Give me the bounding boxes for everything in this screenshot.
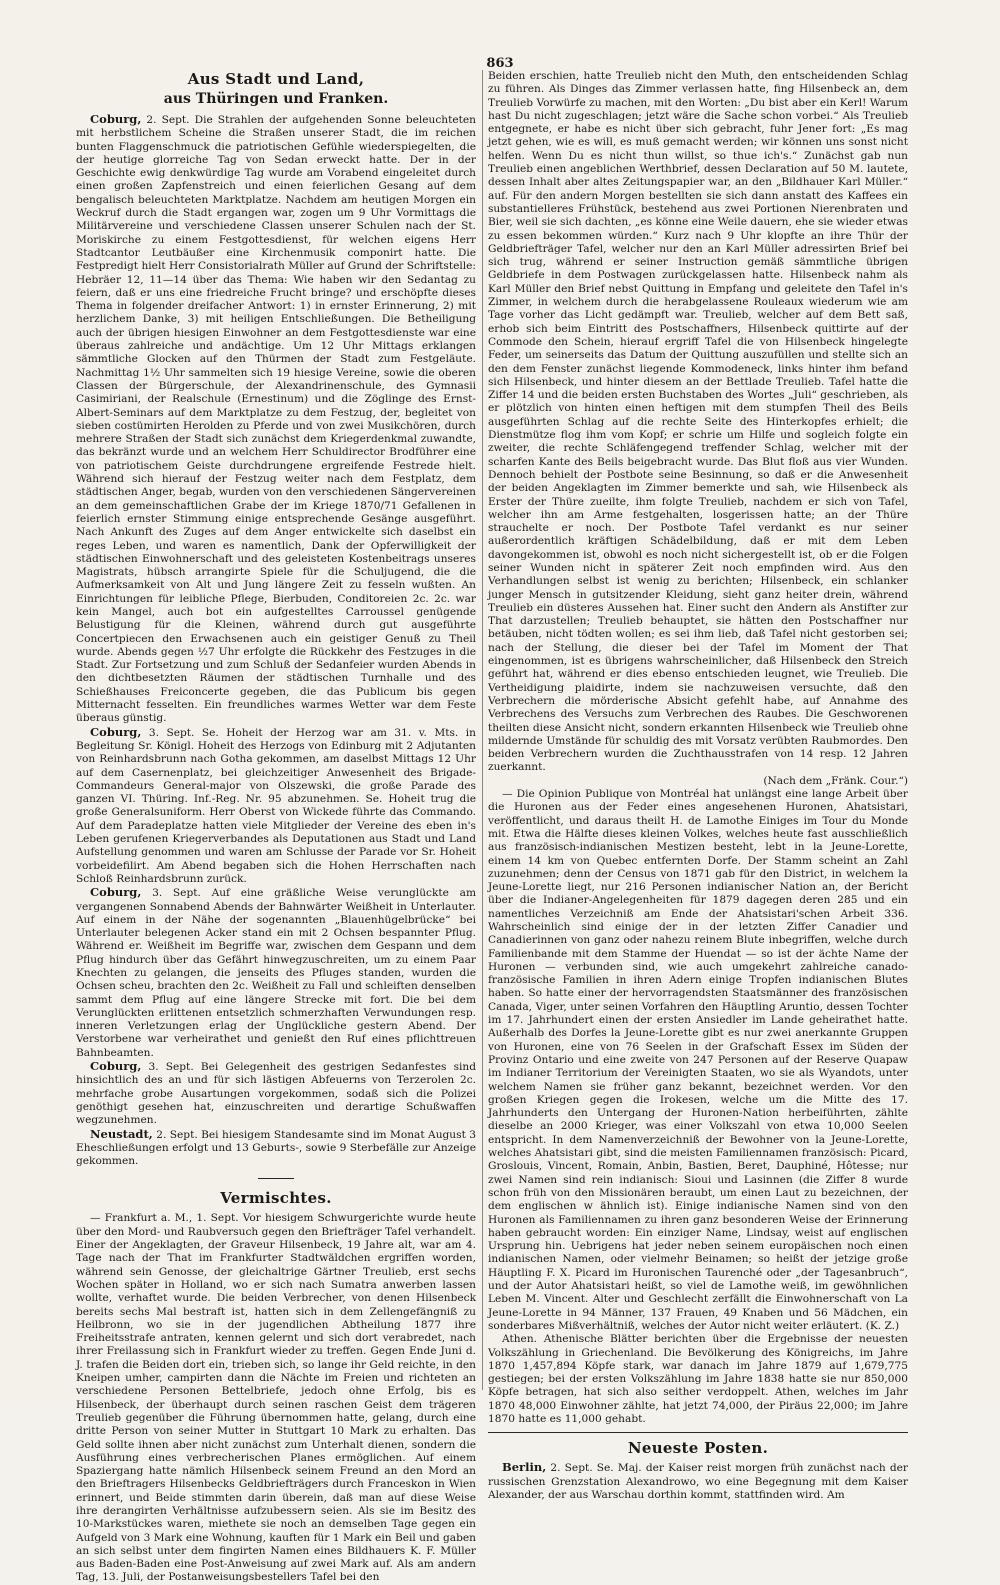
section-divider bbox=[488, 1432, 908, 1433]
article-dateline: Coburg, bbox=[90, 112, 142, 126]
right-column bbox=[488, 70, 908, 1502]
article-coburg-parade bbox=[76, 726, 476, 887]
article-dateline: Coburg, bbox=[90, 1059, 142, 1074]
section-subheading-thueringen-franken: aus Thüringen und Franken. bbox=[163, 91, 389, 107]
article-berlin-kaiser bbox=[488, 1461, 908, 1502]
article-source-credit: (Nach dem „Fränk. Cour.“) bbox=[763, 774, 908, 787]
section-divider bbox=[258, 1178, 294, 1179]
article-frankfurt-prozess: — Frankfurt a. M., 1. Sept. Vor hiesigem Schwurgerichte wurde heute über den Mord- und Raubversuch gegen den Briefträger Tafel verhandelt. Einer der Angeklagten, der Graveur Hilsenbeck, 19 Jahre alt, war am 4. Tage nach der That im Frankfurter Stadtwäldchen ergriffen worden, während sein Genosse, der gleichaltrige Gärtner Treulieb, erst sechs Wochen später in Holland, wo er sich nach Sumatra anwerben lassen wollte, verhaftet wurde. Die beiden Verbrecher, von denen Hilsenbeck bereits sechs Mal bestraft ist, hatten sich in dem Zellengefängniß zu Heilbronn, wo sie in der jugendlichen Abtheilung 1877 ihre Freiheitsstrafe antraten, kennen gelernt und sich dort verabredet, nach ihrer Freilassung sich in Frankfurt wieder zu treffen. Gegen Ende Juni d. J. trafen die Beiden dort ein, trieben sich, so lange ihr Geld reichte, in den Kneipen umher, campirten dann die Nächte im Freien und richteten an verschiedene Personen Bettelbriefe, jedoch ohne Erfolg, bis es Hilsenbeck, der überhaupt durch seinen raschen Geist dem trägeren Treulieb gegenüber die Führung übernommen hatte, gelang, durch eine dritte Person von seiner Mutter in Stuttgart 10 Mark zu erhalten. Das Geld sollte ihnen aber nicht zunächst zum Unterhalt dienen, sondern die Ausführung eines verbrecherischen Planes ermöglichen. Auf einem Spaziergang hatte nämlich Hilsenbeck seinem Freund an den Mord an den Brieftragers Hilsenbecks Geldbriefträgers durch Franceskon in Wien erinnert, und Beide stimmten darin überein, daß man auf diese Weise ihre derangirten Verhältnisse aufzubessern seien. Als sie im Besitz des 10-Markstückes waren, miethete sie noch an demselben Tage gegen ein Aufgeld von 3 Mark eine Wohnung, kauften für 1 Mark ein Beil und gaben an sich selbst unter dem fingirten Namen eines Bildhauers K. F. Müller aus Baden-Baden eine Post-Anweisung auf zwei Mark auf. Als am andern Tag, 13. Juli, der Postanweisungsbestellers Tafel bei den bbox=[76, 1212, 476, 1584]
section-heading-stadt-land: Aus Stadt und Land, bbox=[187, 70, 365, 88]
article-dateline: Neustadt, bbox=[90, 1126, 153, 1141]
article-coburg-terzerole bbox=[76, 1060, 476, 1127]
article-coburg-sedanfeier bbox=[76, 113, 476, 726]
article-dateline: Coburg, bbox=[90, 885, 142, 900]
article-neustadt-standesamt bbox=[76, 1128, 476, 1169]
article-huronen: — Die Opinion Publique von Montréal hat unlängst eine lange Arbeit über die Huronen aus der Feder eines angesehenen Huronen, Ahatsistari, veröffentlicht, und daraus theilt H. de Lamothe Einiges im Tour du Monde mit. Etwa die Hälfte dieses kleinen Volkes, welches heute fast ausschließlich aus französisch-indianischen Mestizen besteht, lebt in la Jeune-Lorette, einem 14 km von Quebec entfernten Dorfe. Der Stamm scheint an Zahl zuzunehmen; denn der Census von 1871 gab für den District, in welchem la Jeune-Lorette liegt, nur 216 Personen indianischer Nation an, der Bericht über die Indianer-Angelegenheiten für 1879 dagegen deren 285 und ein namentliches Verzeichniß am Ende der Ahatsistari'schen Arbeit 336. Wahrscheinlich sind einige der in der letzten Ziffer Canadier und Canadierinnen von ganz oder nahezu reinem Blute inbegriffen, welche durch Familienbande mit dem Stamme der Huendat — so ist der ächte Name der Huronen — verbunden sind, wie auch umgekehrt zahlreiche canado-französische Familien in ihren Adern einige Tropfen indianischen Blutes haben. So hatte einer der hervorragendsten Staatsmänner des französischen Canada, Viger, unter seinen Vorfahren den Häuptling Aruntio, dessen Tochter im 17. Jahrhundert einen der ersten Ansiedler im Lande geheirathet hatte. Außerhalb des Dorfes la Jeune-Lorette gibt es nur zwei anerkannte Gruppen von Huronen, eine von 76 Seelen in der Grafschaft Essex im Süden der Provinz Ontario und eine zweite von 247 Personen auf der Reserve Quapaw im Indianer Territorium der Vereinigten Staaten, wo sie als Wyandots, unter welchem Namen sie früher ganz bekannt, bezeichnet werden. Vor den großen Kriegen gegen die Irokesen, welche um die Mitte des 17. Jahrhunderts den Untergang der Huronen-Nation herbeiführten, zählte dieselbe an 2000 Krieger, was einer Volkszahl von etwa 10,000 Seelen entspricht. In dem Namenverzeichniß der Bewohner von la Jeune-Lorette, welches Ahatsistari gibt, sind die meisten Familiennamen französisch: Picard, Groslouis, Vincent, Romain, Anbin, Bastien, Beret, Dauphiné, Hôtesse; nur zwei Namen sind rein indianisch: Sioui und Lasinnen (die Ziffer 8 wurde schon früh von den Missionären beraubt, um einen Laut zu bezeichnen, der dem englischen w ähnlich ist). Einige indianische Namen sind von den Huronen als Familiennamen zu ihren ganz besonderen Weise der Erinnerung haben gebraucht worden: Ein einziger Name, Lindsay, weist auf englischen Ursprung hin. Uebrigens hat jeder neben seinem europäischen noch einen indianischen Namen, oder vielmehr Beinamen; so heißt der jetzige große Häuptling F. X. Picard im Huronischen Taurenché oder „der Tagesanbruch“, und der Autor Ahatsistari heißt, so viel de Lamothe weiß, im gewöhnlichen Leben M. Vincent. Alter und Geschlecht zerfällt die Einwohnerschaft von La Jeune-Lorette in 94 Männer, 137 Frauen, 49 Knaben und 56 Mädchen, ein sonderbares Mißverhältniß, welches der Autor nicht weiter erläutert. (K. Z.) bbox=[488, 788, 908, 1332]
article-frankfurt-prozess-continued: Beiden erschien, hatte Treulieb nicht den Muth, den entscheidenden Schlag zu führen. Als Dinges das Zimmer verlassen hatte, fing Hilsenbeck an, dem Treulieb Vorwürfe zu machen, mit den Worten: „Du bist aber ein Kerl! Warum hast Du nicht zugeschlagen; jetzt wäre die Sache schon vorbei.“ Als Treulieb entgegnete, er habe es nicht über sich gebracht, fuhr Jener fort: „Es mag jetzt gehen, wie es will, es muß gemacht werden; wir können uns sonst nicht helfen. Wenn Du es nicht thun willst, so thue ich's.“ Zunächst gab nun Treulieb einen angeblichen Werthbrief, dessen Declaration auf 50 M. lautete, dessen Inhalt aber altes Zeitungspapier war, an den „Bildhauer Karl Müller.“ auf. Für den andern Morgen bestellten sie sich dann anstatt des Kaffees ein substantielleres Frühstück, bestehend aus zwei Portionen Nierenbraten und Bier, weil sie sich dachten, „es könne eine Weile dauern, ehe sie wieder etwas zu essen bekommen würden.“ Kurz nach 9 Uhr klopfte an ihre Thür der Geldbriefträger Tafel, welcher nur den an Karl Müller adressirten Brief bei sich trug, während er seiner Instruction gemäß sämmtliche übrigen Geldbriefe in dem Postwagen zurückgelassen hatte. Hilsenbeck nahm als Karl Müller den Brief nebst Quittung in Empfang und geleitete den Tafel in's Zimmer, in welchem durch die herabgelassene Rouleaux wiederum wie am Tage vorher das Licht gedämpft war. Treulieb, welcher auf dem Bett saß, erhob sich beim Eintritt des Postschaffners, Hilsenbeck quittirte auf der Commode den Schein, hierauf ergriff Tafel die von Hilsenbeck hingelegte Feder, um seinerseits das Datum der Quittung auszufüllen und stellte sich an den dem Fenster zunächst liegende Kommodeneck, links hinter ihm befand sich Hilsenbeck, und hinter diesem an der Bettlade Treulieb. Tafel hatte die Ziffer 14 und die beiden ersten Buchstaben des Wortes „Juli“ geschrieben, als er plötzlich von hinten einen heftigen mit dem stumpfen Theil des Beils ausgeführten Schlag auf die rechte Seite des Hinterkopfes erhielt; die Dienstmütze flog ihm vom Kopf; er schrie um Hilfe und sogleich folgte ein zweiter, die rechte Schläfengegend treffender Schlag, welcher mit der scharfen Kante des Beils beigebracht wurde. Das Blut floß aus vier Wunden. Dennoch behielt der Postbote seine Besinnung, so daß er die Anwesenheit der beiden Angeklagten im Zimmer bemerkte und sah, wie Hilsenbeck als Erster der Thüre zueilte, ihm folgte Treulieb, nachdem er sich von Tafel, welcher ihn am Arme festgehalten, losgerissen hatte; an der Thüre strauchelte er noch. Der Postbote Tafel verdankt es nur seiner außerordentlich kräftigen Schädelbildung, daß er mit dem Leben davongekommen ist, obwohl es noch nicht sichergestellt ist, ob er die Folgen seiner Wunden nicht in späterer Zeit noch empfinden wird. Aus den Verhandlungen selbst ist wenig zu berichten; Hilsenbeck, ein schlanker junger Mensch in gutsitzender Kleidung, sieht ganz heiter drein, während Treulieb ein düsteres Aussehen hat. Einer sucht den Andern als Anstifter zur That darzustellen; Treulieb behauptet, sie hätten den Postschaffner nur betäuben, nicht tödten wollen; es sei ihm lieb, daß Tafel nicht gestorben sei; nach der Stellung, die dieser bei der Tafel im Moment der That eingenommen, ist es übrigens wahrscheinlicher, daß Hilsenbeck den Streich geführt hat, während er dies ebenso entschieden leugnet, wie Treulieb. Die Vertheidigung plaidirte, indem sie nachzuweisen versuchte, daß den Verbrechern die mörderische Absicht gefehlt habe, auf Annahme des Verbrechens des Versuchs zum Verbrechen des Raubes. Die Geschworenen theilten diese Ansicht nicht, sondern erkannten Hilsenbeck wie Treulieb ohne mildernde Umstände für schuldig des mit Vorsatz verübten Raubmordes. Den beiden Verbrechern wurden die Zuchthausstrafen von 14 resp. 12 Jahren zuerkannt. bbox=[488, 70, 908, 774]
article-text: 3. Sept. Bei Gelegenheit des gestrigen Sedanfestes sind hinsichtlich des an und für sich lästigen Abfeuerns von Terzerolen 2c. mehrfache grobe Ausartungen vorgekommen, sodaß sich die Polizei genöthigt gesehen hat, einzuschreiten und derartige Schußwaffen wegzunehmen. bbox=[76, 1061, 476, 1127]
article-dateline: Berlin, bbox=[502, 1460, 547, 1475]
article-athen-volkszaehlung: Athen. Athenische Blätter berichten über die Ergebnisse der neuesten Volkszählung in Griechenland. Die Bevölkerung des Königreichs, im Jahre 1870 1,457,894 Köpfe stark, war danach im Jahre 1879 auf 1,679,775 gestiegen; bei der ersten Volkszählung im Jahre 1838 hatte sie nur 850,000 Köpfe betragen, hat sich also seither verdoppelt. Athen, welches im Jahr 1870 48,000 Einwohner zählte, hat jetzt 74,000, der Piräus 22,000; im Jahre 1870 hatte es 11,000 gehabt. bbox=[488, 1333, 908, 1425]
section-heading-neueste-posten: Neueste Posten. bbox=[627, 1439, 769, 1458]
left-column bbox=[76, 70, 476, 1585]
column-divider bbox=[482, 70, 483, 1390]
article-text: 3. Sept. Auf eine gräßliche Weise verunglückte am vergangenen Sonnabend Abends der Bahnwärter Weißheit in Unterlauter. Auf einem in der Nähe der sogenannten „Blauenhügelbrücke“ bei Unterlauter belegenen Acker stand ein mit 2 Ochsen bespannter Pflug. Während er. Weißheit im Begriffe war, zwischen dem Gespann und dem Pflug hindurch über das Gefährt hinwegzuschreiten, um zu einem Paar Knechten zu gelangen, die jenseits des Pfluges standen, wurden die Ochsen scheu, brachten den 2c. Weißheit zu Fall und schleiften denselben sammt dem Pflug auf eine längere Strecke mit fort. Die bei dem Verunglückten erlittenen entsetzlich schmerzhaften Verwundungen resp. inneren Verletzungen erlag der Unglückliche gestern Abend. Der Verstorbene war verheirathet und genießt den Ruf eines pflichttreuen Bahnbeamten. bbox=[76, 887, 476, 1059]
article-text: 2. Sept. Die Strahlen der aufgehenden Sonne beleuchteten mit herbstlichem Scheine die Straßen unserer Stadt, die im reichen bunten Flaggenschmuck die patriotischen Gefühle wiederspiegelten, die der heutige glorreiche Tag von Sedan erweckt hatte. Der in der Geschichte ewig denkwürdige Tag wurde am Vorabend eingeleitet durch einen großen Zapfenstreich und einen feierlichen Gesang auf dem bengalisch beleuchteten Marktplatze. Nachdem am heutigen Morgen ein Weckruf durch die Stadt ergangen war, zogen um 9 Uhr Vormittags die Militärvereine und verschiedene Classen unserer Schulen nach der St. Moriskirche zu einem Festgottesdienst, für welchen eigens Herr Stadtcantor Leutbäußer eine Kirchenmusik componirt hatte. Die Festpredigt hielt Herr Consistorialrath Müller auf Grund der Schriftstelle: Hebräer 12, 11—14 über das Thema: Wie haben wir den Sedantag zu feiern, daß er uns eine friedreiche Frucht bringe? und erschöpfte dieses Thema in folgender dreifacher Antwort: 1) in ernster Erinnerung, 2) mit herzlichem Danke, 3) mit heiligen Entschließungen. Die Betheiligung auch der übrigen hiesigen Einwohner an dem Festgottesdienste war eine überaus zahlreiche und andächtige. Um 12 Uhr Mittags erklangen sämmtliche Glocken auf den Thürmen der Stadt zum Festgeläute. Nachmittag 1½ Uhr sammelten sich 19 hiesige Vereine, sowie die oberen Classen der Bürgerschule, der Alexandrinenschule, des Gymnasii Casimiriani, der Realschule (Ernestinum) und die Zöglinge des Ernst-Albert-Seminars auf dem Marktplatze zu dem Festzug, der, begleitet von sieben costümirten Herolden zu Pferde und von zwei Musikchören, durch mehrere Straßen der Stadt sich zunächst dem Kriegerdenkmal zuwandte, das bekränzt wurde und an welchem Herr Schuldirector Brodführer eine von patriotischem Geiste durchdrungene ergreifende Festrede hielt. Während sich hierauf der Festzug weiter nach dem Festplatz, dem städtischen Anger, begab, wurden von den verschiedenen Sängervereinen an dem gemeinschaftlichen Grabe der im Kriege 1870/71 Gefallenen in feierlich ernster Stimmung einige entsprechende Gesänge ausgeführt. Nach Ankunft des Zuges auf dem Anger entwickelte sich daselbst ein reges Leben, und waren es namentlich, Dank der Opferwilligkeit der städtischen Einwohnerschaft und des geleisteten Kostenbeitrags unseres Magistrats, hübsch arrangirte Spiele für die Schuljugend, die die Aufmerksamkeit von Alt und Jung längere Zeit zu fesseln wußten. An Einrichtungen für leibliche Pflege, Bierbuden, Conditoreien 2c. 2c. war kein Mangel, auch bot ein aufgestelltes Carroussel genügende Belustigung für die Kleinen, während durch gut ausgeführte Concertpiecen den Erwachsenen auch ein geistiger Genuß zu Theil wurde. Abends gegen ½7 Uhr erfolgte die Rückkehr des Festzuges in die Stadt. Zur Fortsetzung und zum Schluß der Sedanfeier wurden Abends in den dichtbesetzten Räumen der städtischen Turnhalle und des Schießhauses Freiconcerte gegeben, die das Publicum bis gegen Mitternacht fesselten. Ein freundliches warmes Wetter war dem Feste überaus günstig. bbox=[76, 114, 476, 725]
section-heading-vermischtes: Vermischtes. bbox=[220, 1189, 332, 1208]
article-text: 2. Sept. Se. Maj. der Kaiser reist morgen früh zunächst nach der russischen Grenzstation Alexandrowo, wo eine Begegnung mit dem Kaiser Alexander, der aus Warschau dorthin kommt, stattfinden wird. Am bbox=[488, 1462, 908, 1501]
article-coburg-unfall bbox=[76, 886, 476, 1060]
page-number: 863 bbox=[486, 56, 514, 71]
article-text: 2. Sept. Bei hiesigem Standesamte sind im Monat August 3 Eheschließungen erfolgt und 13 Geburts-, sowie 9 Sterbefälle zur Anzeige gekommen. bbox=[76, 1128, 476, 1168]
article-dateline: Coburg, bbox=[90, 724, 142, 739]
article-text: 3. Sept. Se. Hoheit der Herzog war am 31. v. Mts. in Begleitung Sr. Königl. Hoheit des Herzogs von Edinburg mit 2 Adjutanten von Reinhardsbrunn nach Gotha gekommen, am daselbst Mittags 12 Uhr auf dem Casernenplatz, bei gleichzeitiger Anwesenheit des Brigade-Commandeurs General-major von Olszewski, die große Parade des ganzen VI. Thüring. Inf.-Reg. Nr. 95 abzunehmen. Se. Hoheit trug die große Generalsuniform. Herr Oberst von Wickede führte das Commando. Auf dem Paradeplatze hatten viele Mitglieder der Vereine des eben in's Leben gerufenen Kriegerverbandes als Deputationen aus Stadt und Land Aufstellung genommen und waren am Schlusse der Parade vor Sr. Hoheit vorbeidefilirt. Am Abend begaben sich die Hohen Herrschaften nach Schloß Reinhardsbrunn zurück. bbox=[76, 726, 476, 885]
